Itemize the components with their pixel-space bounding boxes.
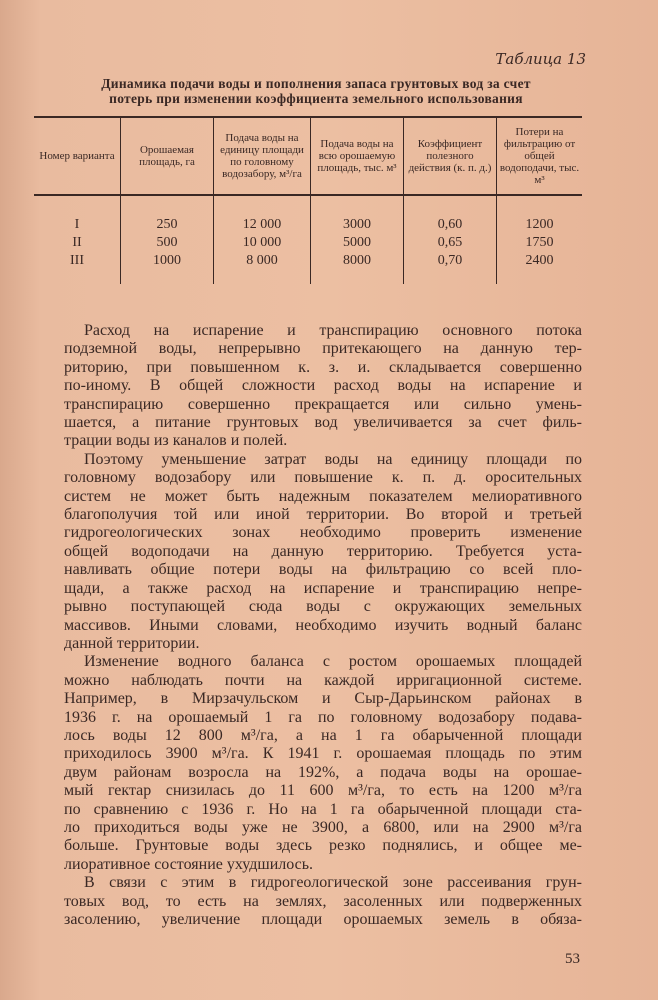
header-cell: Коэффициент полезного действия (к. п. д.) — [404, 117, 497, 195]
text-line: Изменение водного баланса с ростом орошаемых площадей — [84, 653, 582, 671]
text-line: приходилось 3900 м³/га. К 1941 г. орошаемая площадь по этим — [64, 745, 582, 763]
header-cell: Орошаемая площадь, га — [121, 117, 214, 195]
table-row — [34, 195, 582, 234]
table-cell — [34, 270, 121, 284]
table-label: Таблица 13 — [495, 50, 586, 68]
text-line: мый гектар снизилась до 11 600 м³/га, то есть на 1200 м³/га — [64, 782, 582, 800]
table-title-line: Динамика подачи воды и пополнения запаса грунтовых вод за счет — [101, 76, 531, 91]
text-line: лиоративное состояние ухудшилось. — [64, 855, 314, 873]
header-cell: Подача воды на единицу площади по головному водозабору, м³/га — [214, 117, 311, 195]
text-line: по сравнению с 1936 г. Но на 1 га обарыченной площади ста- — [64, 800, 582, 818]
page-number: 53 — [565, 951, 580, 967]
text-line: благополучия той или иной территории. Во второй и третьей — [64, 506, 582, 524]
text-line: щади, а также расход на испарение и транспирацию непре- — [64, 579, 582, 597]
table-cell: 8000 — [311, 252, 404, 270]
table-cell: 500 — [121, 234, 214, 252]
table-spacer-row — [34, 270, 582, 284]
text-line: ло приходиться воды уже не 3900, а 6800, или на 2900 м³/га — [64, 818, 582, 836]
text-line: шается, а питание грунтовых вод увеличивается за счет филь- — [64, 414, 582, 432]
text-line: товых вод, то есть на землях, засоленных или подверженных — [64, 892, 582, 910]
table-cell: I — [74, 217, 80, 232]
table-cell: 0,70 — [404, 252, 497, 270]
text-line: засолению, увеличение площади орошаемых земель в обяза- — [64, 911, 582, 928]
body-text — [64, 322, 582, 929]
paragraph — [64, 653, 582, 874]
text-line: риторию, при повышенном к. з. и. складывается совершенно — [64, 358, 582, 376]
text-line: по-иному. В общей сложности расход воды на испарение и — [64, 377, 582, 395]
table-cell: 1200 — [497, 195, 583, 234]
table-row — [34, 234, 582, 252]
header-cell: Подача воды на всю орошаемую площадь, тыс. м³ — [311, 117, 404, 195]
header-cell: Потери на фильтрацию от общей водоподачи, тыс. м³ — [497, 117, 583, 195]
header-cell: Номер варианта — [34, 117, 121, 195]
text-line: двум районам возросла на 192%, а подача воды на орошае- — [64, 763, 582, 781]
table-cell: 250 — [121, 195, 214, 234]
table-cell — [404, 270, 497, 284]
table-cell: 2400 — [497, 252, 583, 270]
text-line: лось воды 12 800 м³/га, а на 1 га обарыченной площади — [64, 726, 582, 744]
paragraph — [64, 874, 582, 929]
table-cell: 12 000 — [214, 195, 311, 234]
text-line: навливать общие потери воды на фильтрацию со всей пло- — [64, 561, 582, 579]
table-cell — [214, 270, 311, 284]
table-row — [34, 252, 582, 270]
text-line: Расход на испарение и транспирацию основного потока — [84, 322, 582, 339]
table-cell: III — [70, 253, 84, 268]
table-cell: 1000 — [121, 252, 214, 270]
table-cell — [497, 270, 583, 284]
table-cell: 10 000 — [214, 234, 311, 252]
text-line: Например, в Мирзачульском и Сыр-Дарьинском районах в — [64, 690, 582, 708]
text-line: массивов. Иными словами, необходимо изучить водный баланс — [64, 616, 582, 634]
table-cell: 5000 — [311, 234, 404, 252]
table-cell — [311, 270, 404, 284]
table-cell: II — [72, 235, 82, 250]
table-cell: 0,60 — [404, 195, 497, 234]
text-line: транспирацию совершенно прекращается или сильно умень- — [64, 395, 582, 413]
text-line: рывно поступающей сюда воды с окружающих земельных — [64, 598, 582, 616]
text-line: подземной воды, непрерывно притекающего на данную тер- — [64, 340, 582, 358]
paragraph — [64, 322, 582, 451]
text-line: данной территории. — [64, 634, 200, 652]
table-cell — [121, 270, 214, 284]
text-line: систем не может быть надежным показателем мелиоративного — [64, 487, 582, 505]
text-line: трации воды из каналов и полей. — [64, 432, 288, 450]
table-title-line: потерь при изменении коэффициента земельного использования — [109, 91, 523, 106]
text-line: гидрогеологических зонах необходимо проверить изменение — [64, 524, 582, 542]
text-line: В связи с этим в гидрогеологической зоне рассеивания грун- — [84, 874, 582, 892]
table-cell: 3000 — [311, 195, 404, 234]
data-table — [34, 116, 582, 284]
text-line: больше. Грунтовые воды здесь резко поднялись, и общее ме- — [64, 837, 582, 855]
table-header-row — [34, 117, 582, 195]
text-line: Поэтому уменьшение затрат воды на единицу площади по — [84, 450, 582, 468]
text-line: 1936 г. на орошаемый 1 га по головному водозабору подава- — [64, 708, 582, 726]
text-line: головному водозабору или повышение к. п. д. оросительных — [64, 469, 582, 487]
text-line: общей водоподачи на данную территорию. Требуется уста- — [64, 542, 582, 560]
table-title — [36, 76, 596, 106]
table-cell: 8 000 — [214, 252, 311, 270]
paragraph — [64, 451, 582, 653]
table-cell: 1750 — [497, 234, 583, 252]
text-line: можно наблюдать почти на каждой ирригационной системе. — [64, 671, 582, 689]
table-cell: 0,65 — [404, 234, 497, 252]
